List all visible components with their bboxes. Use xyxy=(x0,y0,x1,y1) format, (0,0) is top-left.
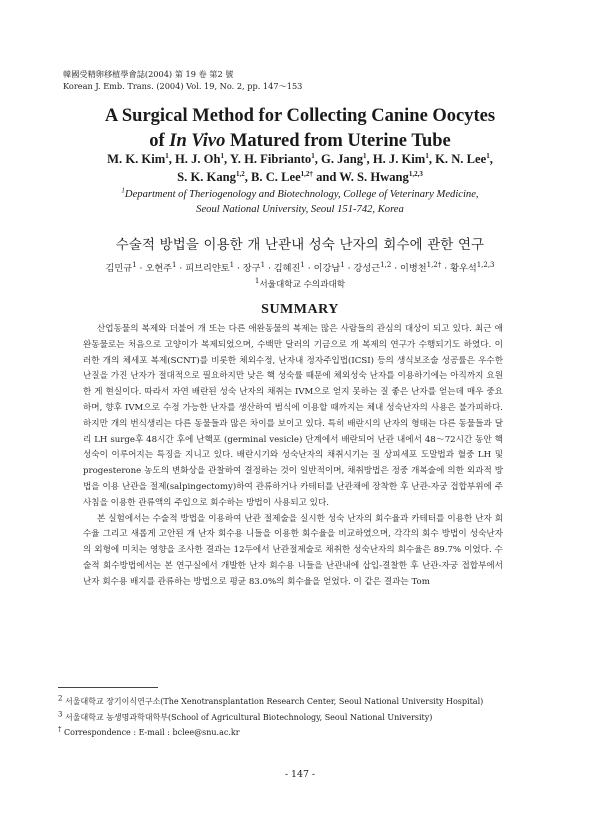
author-name: and W. S. Hwang xyxy=(312,169,409,184)
page-number: - 147 - xyxy=(284,769,316,780)
author-name: , K. N. Lee xyxy=(428,152,487,166)
summary-body xyxy=(83,322,503,591)
author-affiliation-mark: 1 xyxy=(363,151,367,160)
author-name: , G. Jang xyxy=(314,152,364,166)
paper-title-line2: of In Vivo Matured from Uterine Tube xyxy=(149,131,451,151)
author-list xyxy=(0,151,600,186)
author-affiliation-mark: 1,2 xyxy=(235,169,245,178)
korean-author-list xyxy=(0,260,600,274)
korean-affiliation: $^1$서울대학교 수의과대학 xyxy=(254,277,346,290)
author-affiliation-mark: 1 xyxy=(300,260,305,269)
author-name: , Y. H. Fibrianto xyxy=(224,152,312,166)
journal-header xyxy=(63,69,302,92)
author-name: , H. J. Oh xyxy=(168,152,221,166)
author-affiliation-mark: 1 xyxy=(425,151,429,160)
affiliation-line2: Seoul National University, Seoul 151-742, Korea xyxy=(196,204,404,215)
author-affiliation-mark: 1 xyxy=(229,260,235,269)
footnotes xyxy=(58,694,528,741)
footnote-3: $^3$ 서울대학교 농생명과학대학부(School of Agricultural Biotechnology, Seoul National University) xyxy=(58,709,433,722)
author-affiliation-mark: 1 xyxy=(311,151,315,160)
journal-header-english: Korean J. Emb. Trans. (2004) Vol. 19, No. 2, pp. 147～153 xyxy=(63,80,303,91)
author-name: · 이병천 xyxy=(391,263,427,274)
author-affiliation-mark: 1,2† xyxy=(426,260,442,269)
author-affiliation-mark: 1,2 xyxy=(380,260,392,269)
author-affiliation-mark: 1 xyxy=(260,260,266,269)
footnote-divider xyxy=(58,687,158,688)
author-name: · 황우석 xyxy=(441,263,477,274)
author-affiliation-mark: 1,2,3 xyxy=(476,260,495,269)
author-affiliation-mark: 1 xyxy=(486,151,490,160)
author-affiliation-mark: 1,2,3 xyxy=(408,169,423,178)
paper-title-line1: A Surgical Method for Collecting Canine Oocytes xyxy=(104,106,496,126)
footnote-correspondence: † Correspondence : E-mail : bclee@snu.ac.kr xyxy=(58,725,240,737)
author-affiliation-mark: 1 xyxy=(165,151,169,160)
author-name: 김민규 xyxy=(105,263,133,274)
footnote-2: $^2$ 서울대학교 장기이식연구소(The Xenotransplantation Research Center, Seoul National University Hospital) xyxy=(58,694,484,706)
korean-title: 수술적 방법을 이용한 개 난관내 성숙 난자의 회수에 관한 연구 xyxy=(115,238,485,253)
author-name: · 이강남 xyxy=(304,263,341,274)
author-affiliation-mark: 1 xyxy=(340,260,345,269)
author-name: M. K. Kim xyxy=(107,152,166,166)
affiliation-line1: $^1$Department of Theriogenology and Biotechnology, College of Veterinary Medicine, xyxy=(121,186,479,200)
author-line-2 xyxy=(0,169,600,187)
author-affiliation-mark: 1 xyxy=(132,260,137,269)
summary-paragraph: 산업동물의 복제와 더불어 개 또는 다른 애완동물의 복제는 많은 사람들의 관심의 대상이 되고 있다. 최근 애완동물로는 처음으로 고양이가 복제되었으며, 수백만 달러의 기금으로 개 복제의 연구가 수행되기도 하였다. 이러한 개의 체세포 복제(SCNT)를 비롯한 체외수정, 난자내 정자주입법(ICSI) 등의 생식보조술 성공률은 우수한 난질을 가진 난자가 절대적으로 필요하지만 낮은 핵 성숙률 때문에 체외성숙 난자를 이용하기에는 아직까지 요원한 게 현실이다. 따라서 자연 배란된 성숙 난자의 채취는 IVM으로 얻지 못하는 질 좋은 난자를 얻는데 매우 중요하며, 향후 IVM으로 수정 가능한 난자를 생산하여 범식에 이용할 때까지는 체내 성숙난자의 사용은 불가피하다. 하지만 개의 번식생리는 다른 동물들과 많은 차이를 보이고 있다. 특히 배란시의 난자의 형태는 다른 동물들과 달리 LH surge후 48시간 후에 난핵포 (germinal vesicle) 단계에서 배란되어 난관 내에서 48～72시간 동안 핵 성숙이 이루어지는 특징을 지니고 있다. 배란시기와 성숙난자의 채취시기는 질 상피세포 도말법과 혈중 LH 및 progesterone 농도의 변화상을 관찰하여 결정하는 것이 일반적이며, 채취방법은 정중 개복술에 의한 외과적 방법을 이용 난관을 절제(salpingectomy)하여 관류하거나 카테터를 난관채에 장착한 후 난관-자궁 접합부위에 주사침을 이용한 관류액의 주입으로 회수하는 방법이 사용되고 있다. xyxy=(83,324,503,508)
summary-paragraph: 본 실험에서는 수술적 방법을 이용하여 난관 절제술을 실시한 성숙 난자의 회수율과 카테터를 이용한 난자 회수율 그리고 새롭게 고안된 개 난자 회수용 니들을 이용한 회수율을 비교하였으며, 각각의 회수 방법이 성숙난자의 외형에 미치는 영향을 조사한 결과는 12두에서 난관절제술로 채취한 성숙난자의 회수율은 89.7% 이었다. 수술적 회수방법에서는 본 연구실에서 개발한 난자 회수용 니들을 난관내에 삽입-결찰한 후 난관-자궁 접합부에서 난자 회수용 배지를 관류하는 방법으로 평균 83.0%의 회수율을 얻었다. 이 같은 결과는 Tom xyxy=(83,513,503,587)
author-name: · 오현주 xyxy=(136,263,172,274)
affiliation xyxy=(0,187,600,217)
author-name: · 강성근 xyxy=(344,263,381,274)
author-name: · 김혜진 xyxy=(265,263,301,274)
paper-title xyxy=(0,104,600,154)
summary-heading: SUMMARY xyxy=(261,302,339,317)
author-name: , B. C. Lee xyxy=(244,169,301,184)
journal-header-korean: 韓國受精卵移植學會誌(2004) 第 19 卷 第2 號 xyxy=(63,69,234,79)
author-name: S. K. Kang xyxy=(177,169,236,184)
author-name: , xyxy=(489,152,493,166)
author-name: · 피브리얀토 xyxy=(176,263,230,274)
author-affiliation-mark: 1,2† xyxy=(300,169,313,178)
author-name: · 장구 xyxy=(234,263,261,274)
author-name: , H. J. Kim xyxy=(366,152,426,166)
author-affiliation-mark: 1 xyxy=(220,151,224,160)
author-affiliation-mark: 1 xyxy=(171,260,177,269)
author-line-1 xyxy=(0,151,600,169)
